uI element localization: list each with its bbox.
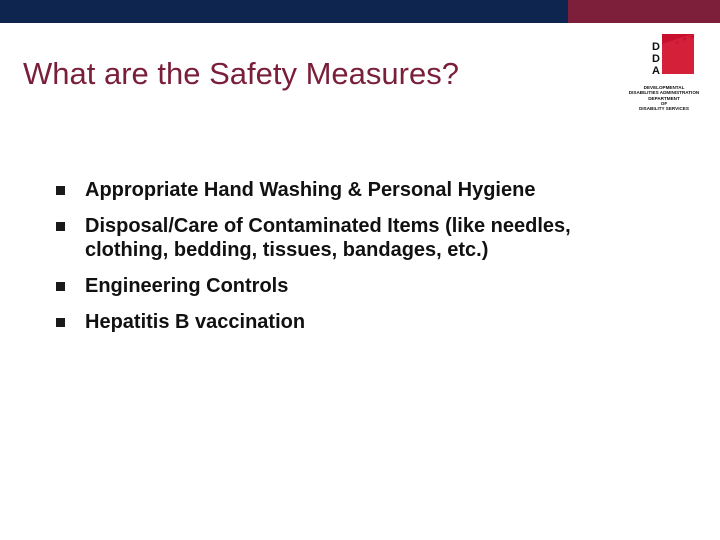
slide-title: What are the Safety Measures? [23, 56, 459, 91]
logo-text-line: DISABILITIES ADMINISTRATION [628, 90, 700, 95]
square-bullet-icon [56, 186, 65, 195]
square-bullet-icon [56, 222, 65, 231]
bullet-item [56, 274, 656, 298]
star-icon: ★ [689, 33, 696, 41]
logo-letter: D [652, 53, 660, 65]
star-icon: ★ [675, 40, 680, 46]
star-icon: ★ [682, 36, 688, 43]
logo-text-line: DEPARTMENT [648, 96, 680, 101]
bullet-text: Engineering Controls [85, 275, 289, 297]
square-bullet-icon [56, 318, 65, 327]
top-banner-navy [0, 0, 568, 23]
bullet-text: Appropriate Hand Washing & Personal Hygiene [85, 179, 536, 201]
logo-text-line: DEVELOPMENTAL [643, 85, 685, 90]
logo-letter: D [652, 41, 660, 53]
bullet-text: Disposal/Care of Contaminated Items (like needles, clothing, bedding, tissues, bandages, etc.) [85, 215, 571, 261]
bullet-item [56, 178, 656, 202]
bullet-item [56, 310, 656, 334]
top-banner [0, 0, 720, 23]
bullet-item [56, 214, 656, 262]
dda-logo-graphic [626, 30, 702, 86]
bullet-text: Hepatitis B vaccination [85, 311, 306, 333]
bullet-list [56, 178, 656, 334]
dda-logo [626, 30, 702, 118]
logo-text-line: DISABILITY SERVICES [639, 106, 689, 111]
square-bullet-icon [56, 282, 65, 291]
top-banner-maroon [568, 0, 720, 23]
logo-letter: A [652, 65, 660, 77]
logo-text-line: OF [660, 101, 668, 106]
